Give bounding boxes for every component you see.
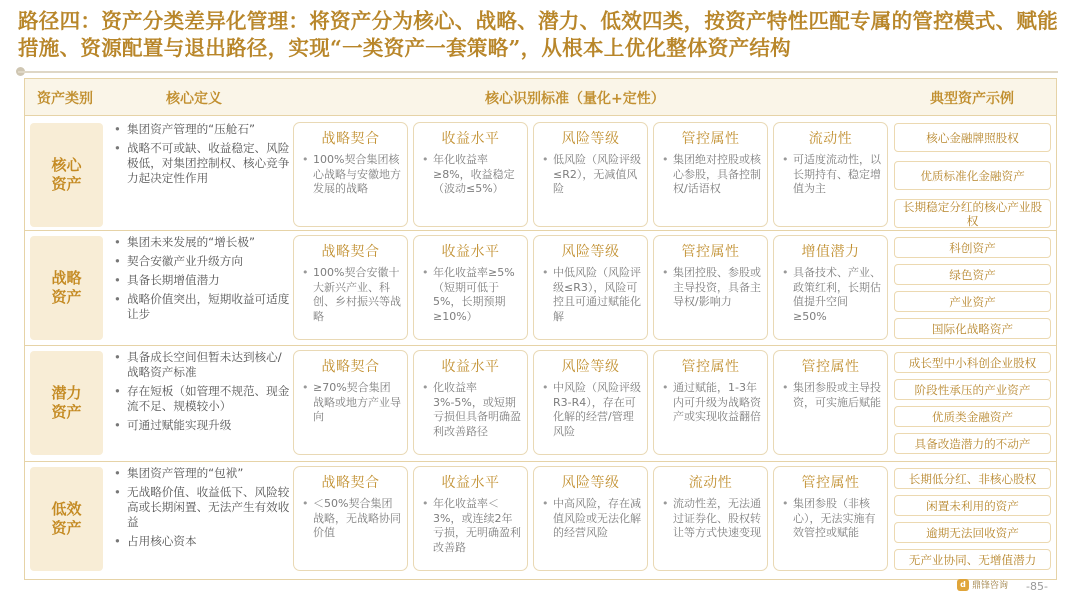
criteria-text: • 100%契合安徽十大新兴产业、科创、乡村振兴等战略 bbox=[302, 266, 401, 324]
criteria-title: 战略契合 bbox=[321, 244, 380, 260]
criteria-text: • 年化收益率≥8%，收益稳定（波动≤5%） bbox=[422, 153, 521, 197]
title-divider bbox=[18, 71, 1058, 73]
criteria-text: • 中高风险，存在减值风险或无法化解的经营风险 bbox=[542, 497, 641, 541]
criteria-card bbox=[773, 235, 888, 340]
definition-item: • 战略价值突出，短期收益可适度让步 bbox=[113, 292, 291, 322]
criteria-title: 收益水平 bbox=[441, 359, 500, 375]
criteria-title: 流动性 bbox=[688, 475, 733, 491]
criteria-card bbox=[293, 122, 408, 227]
criteria-text: • 年化收益率≥5%（短期可低于5%，长期预期≥10%） bbox=[422, 266, 521, 324]
example-chip: 产业资产 bbox=[894, 291, 1051, 312]
example-chip: 优质类金融资产 bbox=[894, 406, 1051, 427]
criteria-card bbox=[773, 466, 888, 571]
criteria-text: • 集团控股、参股或主导投资，具备主导权/影响力 bbox=[662, 266, 761, 310]
page-title: 路径四：资产分类差异化管理：将资产分为核心、战略、潜力、低效四类，按资产特性匹配专属的管控模式、赋能措施、资源配置与退出路径，实现“一类资产一套策略”，从根本上优化整体资产结构 bbox=[18, 9, 1058, 60]
criteria-card bbox=[653, 235, 768, 340]
criteria-card bbox=[653, 122, 768, 227]
example-list bbox=[894, 122, 1051, 228]
criteria-text: • 流动性差，无法通过证券化、股权转让等方式快速变现 bbox=[662, 497, 761, 541]
example-chip: 核心金融牌照股权 bbox=[894, 123, 1051, 152]
example-chip: 逾期无法回收资产 bbox=[894, 522, 1051, 543]
definition-item: • 存在短板（如管理不规范、现金流不足、规模较小） bbox=[113, 384, 291, 414]
criteria-title: 管控属性 bbox=[681, 244, 740, 260]
example-chip: 成长型中小科创企业股权 bbox=[894, 352, 1051, 373]
criteria-text: • 具备技术、产业、政策红利，长期估值提升空间≥50% bbox=[782, 266, 881, 324]
example-chip: 具备改造潜力的不动产 bbox=[894, 433, 1051, 454]
criteria-card bbox=[413, 122, 528, 227]
example-chip: 绿色资产 bbox=[894, 264, 1051, 285]
example-list bbox=[894, 350, 1051, 456]
definition-item: • 可通过赋能实现升级 bbox=[113, 418, 291, 433]
category-label: 低效 资产 bbox=[30, 467, 103, 571]
criteria-card bbox=[413, 235, 528, 340]
definition-item: • 战略不可或缺、收益稳定、风险极低，对集团控制权、核心竞争力起决定性作用 bbox=[113, 141, 291, 186]
definition-item: • 集团未来发展的“增长极” bbox=[113, 235, 291, 250]
criteria-text: • 化收益率3%-5%，或短期亏损但具备明确盈利改善路径 bbox=[422, 381, 521, 439]
criteria-title: 风险等级 bbox=[561, 475, 620, 491]
definition-item: • 集团资产管理的“包袱” bbox=[113, 466, 291, 481]
criteria-text: • 100%契合集团核心战略与安徽地方发展的战略 bbox=[302, 153, 401, 197]
criteria-card bbox=[293, 466, 408, 571]
criteria-title: 收益水平 bbox=[441, 131, 500, 147]
criteria-text: • 年化收益率＜3%，或连续2年亏损，无明确盈利改善路 bbox=[422, 497, 521, 555]
definition-item: • 集团资产管理的“压舱石” bbox=[113, 122, 291, 137]
criteria-title: 管控属性 bbox=[681, 359, 740, 375]
criteria-title: 风险等级 bbox=[561, 244, 620, 260]
criteria-card bbox=[773, 350, 888, 455]
category-label: 战略 资产 bbox=[30, 236, 103, 340]
criteria-text: • 可适度流动性，以长期持有、稳定增值为主 bbox=[782, 153, 881, 197]
criteria-title: 流动性 bbox=[808, 131, 853, 147]
example-chip: 优质标准化金融资产 bbox=[894, 161, 1051, 190]
example-chip: 阶段性承压的产业资产 bbox=[894, 379, 1051, 400]
criteria-title: 风险等级 bbox=[561, 131, 620, 147]
header-category: 资产类别 bbox=[37, 91, 93, 107]
example-chip: 国际化战略资产 bbox=[894, 318, 1051, 339]
criteria-text: • 集团绝对控股或核心参股，具备控制权/话语权 bbox=[662, 153, 761, 197]
criteria-title: 战略契合 bbox=[321, 131, 380, 147]
criteria-card bbox=[413, 466, 528, 571]
definition-item: • 具备长期增值潜力 bbox=[113, 273, 291, 288]
criteria-text: • 中低风险（风险评级≤R3），风险可控且可通过赋能化解 bbox=[542, 266, 641, 324]
definition-list bbox=[113, 466, 291, 553]
criteria-card bbox=[533, 350, 648, 455]
table-row bbox=[25, 346, 1056, 460]
definition-list bbox=[113, 235, 291, 326]
criteria-text: • ≥70%契合集团战略或地方产业导向 bbox=[302, 381, 401, 425]
category-label: 核心 资产 bbox=[30, 123, 103, 227]
criteria-card bbox=[293, 350, 408, 455]
criteria-title: 收益水平 bbox=[441, 475, 500, 491]
definition-list bbox=[113, 122, 291, 190]
example-chip: 闲置未利用的资产 bbox=[894, 495, 1051, 516]
criteria-title: 管控属性 bbox=[801, 359, 860, 375]
definition-list bbox=[113, 350, 291, 437]
criteria-text: • 集团参股（非核心），无法实施有效管控或赋能 bbox=[782, 497, 881, 541]
asset-classification-table bbox=[24, 78, 1057, 580]
header-examples: 典型资产示例 bbox=[930, 91, 1014, 107]
criteria-text: • 通过赋能，1-3年内可升级为战略资产或实现收益翻倍 bbox=[662, 381, 761, 425]
example-list bbox=[894, 466, 1051, 572]
criteria-card bbox=[293, 235, 408, 340]
brand-logo bbox=[957, 578, 1008, 591]
example-chip: 长期稳定分红的核心产业股权 bbox=[894, 199, 1051, 228]
criteria-card bbox=[533, 466, 648, 571]
table-row bbox=[25, 118, 1056, 232]
brand-logo-icon: d bbox=[957, 579, 969, 591]
criteria-card bbox=[533, 122, 648, 227]
criteria-text: • 集团参股或主导投资，可实施后赋能 bbox=[782, 381, 881, 410]
criteria-card bbox=[533, 235, 648, 340]
criteria-text: • ＜50%契合集团战略，无战略协同价值 bbox=[302, 497, 401, 541]
header-criteria: 核心识别标准（量化+定性） bbox=[485, 91, 665, 107]
criteria-title: 风险等级 bbox=[561, 359, 620, 375]
criteria-text: • 中风险（风险评级R3-R4），存在可化解的经营/管理风险 bbox=[542, 381, 641, 439]
criteria-card bbox=[413, 350, 528, 455]
page-number: -85- bbox=[1026, 580, 1048, 593]
criteria-card bbox=[773, 122, 888, 227]
criteria-card bbox=[653, 466, 768, 571]
criteria-title: 战略契合 bbox=[321, 475, 380, 491]
criteria-title: 增值潜力 bbox=[801, 244, 860, 260]
definition-item: • 具备成长空间但暂未达到核心/战略资产标准 bbox=[113, 350, 291, 380]
criteria-title: 管控属性 bbox=[681, 131, 740, 147]
criteria-title: 战略契合 bbox=[321, 359, 380, 375]
header-definition: 核心定义 bbox=[166, 91, 222, 107]
table-row bbox=[25, 462, 1056, 576]
example-list bbox=[894, 235, 1051, 341]
criteria-text: • 低风险（风险评级≤R2），无减值风险 bbox=[542, 153, 641, 197]
definition-item: • 契合安徽产业升级方向 bbox=[113, 254, 291, 269]
criteria-title: 管控属性 bbox=[801, 475, 860, 491]
category-label: 潜力 资产 bbox=[30, 351, 103, 455]
criteria-title: 收益水平 bbox=[441, 244, 500, 260]
definition-item: • 占用核心资本 bbox=[113, 534, 291, 549]
example-chip: 无产业协同、无增值潜力 bbox=[894, 549, 1051, 570]
example-chip: 科创资产 bbox=[894, 237, 1051, 258]
brand-logo-text: 鼎锋咨询 bbox=[972, 581, 1009, 591]
table-row bbox=[25, 231, 1056, 345]
criteria-card bbox=[653, 350, 768, 455]
definition-item: • 无战略价值、收益低下、风险较高或长期闲置、无法产生有效收益 bbox=[113, 485, 291, 530]
table-header bbox=[25, 79, 1056, 116]
example-chip: 长期低分红、非核心股权 bbox=[894, 468, 1051, 489]
